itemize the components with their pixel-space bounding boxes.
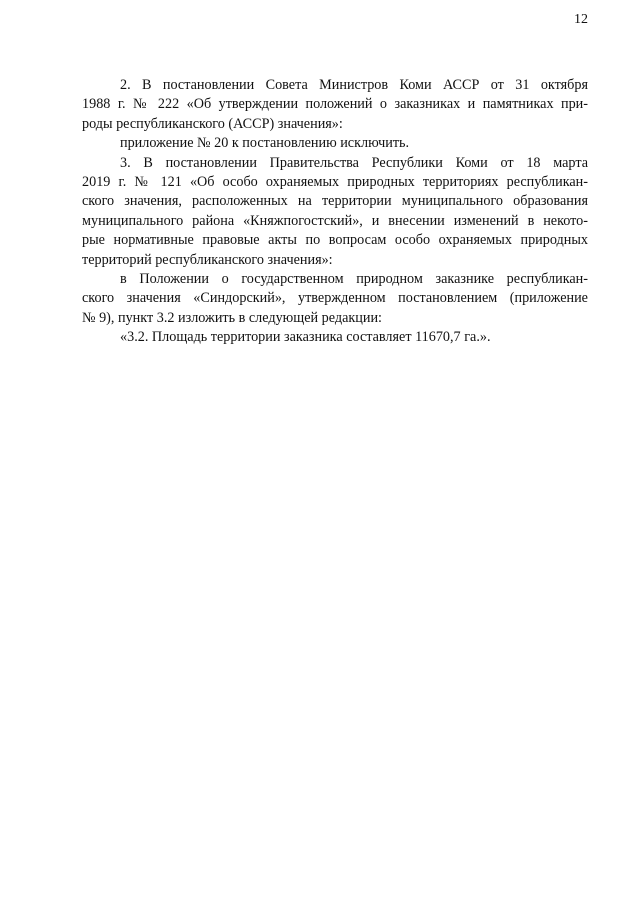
text-line: ского значения, расположенных на территории муниципального образования [82,193,588,210]
text-line: муниципального района «Княжпогостский», и внесении изменений в некото- [82,212,588,229]
text-line: 3. В постановлении Правительства Республики Коми от 18 марта [120,154,588,171]
text-line: 2. В постановлении Совета Министров Коми АССР от 31 октября [120,77,588,93]
text-line: 2019 г. № 121 «Об особо охраняемых природных территориях республикан- [82,174,588,191]
text-line: «3.2. Площадь территории заказника составляет 11670,7 га.». [120,329,491,346]
text-line: рые нормативные правовые акты по вопросам особо охраняемых природных [82,232,588,249]
text-line: 1988 г. № 222 «Об утверждении положений о заказниках и памятниках при- [82,96,588,113]
text-line: ского значения «Синдорский», утвержденном постановлением (приложение [82,290,588,307]
page-number: 12 [574,12,588,27]
text-line: территорий республиканского значения»: [82,251,333,268]
text-line: в Положении о государственном природном заказнике республикан- [120,271,588,288]
text-line: роды республиканского (АССР) значения»: [82,115,343,132]
text-line: приложение № 20 к постановлению исключить. [120,135,410,152]
document-body [82,76,588,348]
text-line: № 9), пункт 3.2 изложить в следующей редакции: [82,309,382,326]
